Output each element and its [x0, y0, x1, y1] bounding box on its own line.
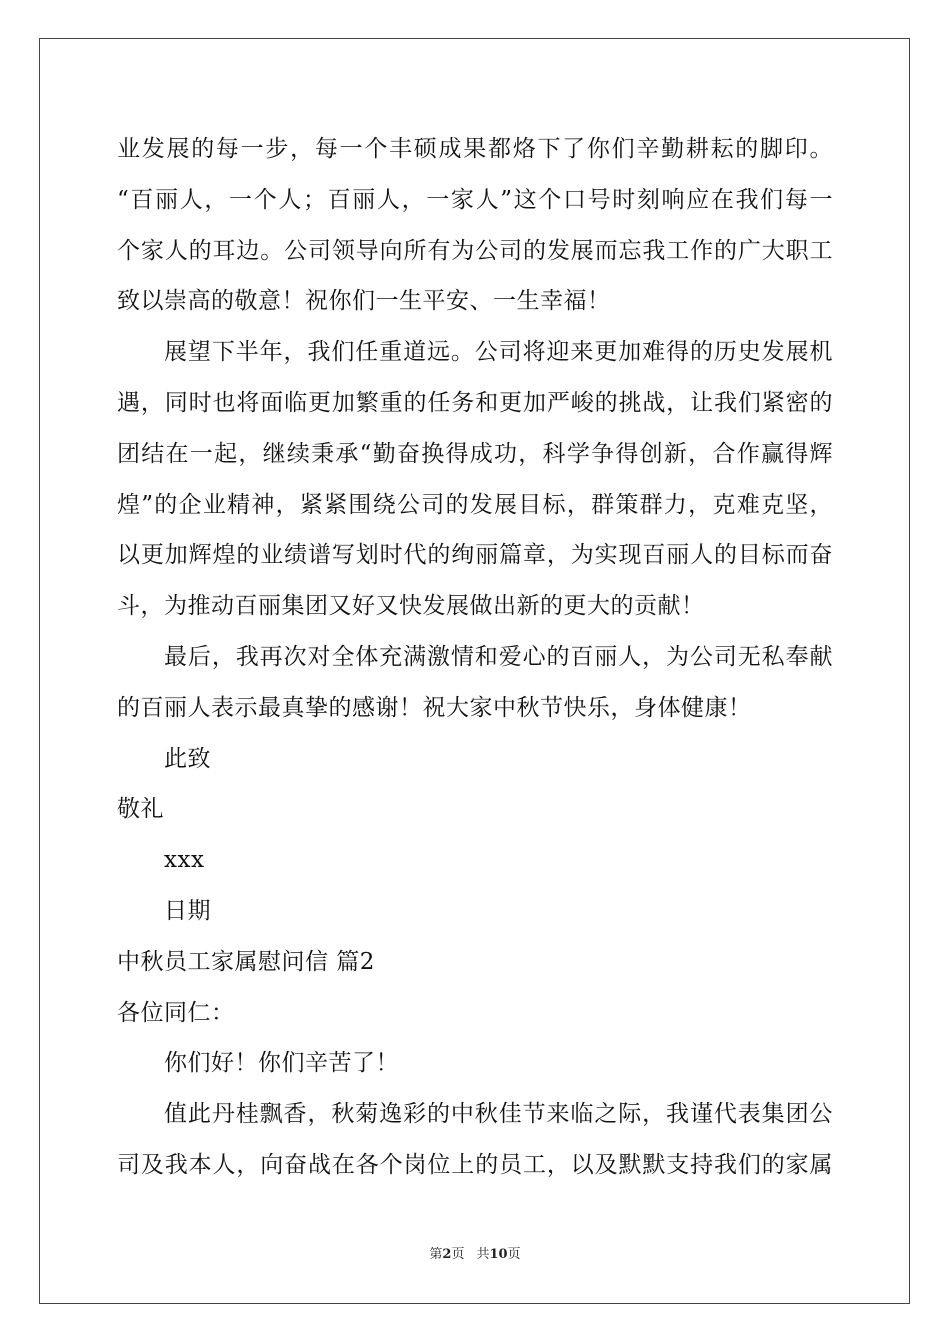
- closing-respect: 敬礼: [117, 796, 164, 823]
- text-line: 最后，我再次对全体充满激情和爱心的百丽人，为公司无私奉献: [164, 643, 833, 670]
- text-line: 值此丹桂飘香，秋菊逸彩的中秋佳节来临之际，我谨代表集团公: [164, 1101, 833, 1128]
- text-line: 个家人的耳边。公司领导向所有为公司的发展而忘我工作的广大职工: [117, 237, 833, 264]
- section-heading: 中秋员工家属慰问信 篇2: [117, 948, 375, 975]
- signature-name: xxx: [164, 847, 205, 874]
- text-line: 团结在一起，继续秉承“勤奋换得成功，科学争得创新，合作赢得辉: [117, 440, 833, 467]
- text-line: 致以崇高的敬意！祝你们一生平安、一生幸福！: [117, 288, 611, 315]
- text-line: 斗，为推动百丽集团又好又快发展做出新的更大的贡献！: [117, 593, 705, 620]
- text-line: “百丽人，一个人；百丽人，一家人”这个口号时刻响应在我们每一: [117, 186, 833, 213]
- text-line: 遇，同时也将面临更加繁重的任务和更加严峻的挑战，让我们紧密的: [117, 389, 833, 416]
- page-prefix: 第: [429, 1247, 443, 1262]
- text-line: 业发展的每一步，每一个丰硕成果都烙下了你们辛勤耕耘的脚印。: [117, 136, 833, 162]
- text-line: 以更加辉煌的业绩谱写划时代的绚丽篇章，为实现百丽人的目标而奋: [117, 542, 833, 569]
- text-line: 的百丽人表示最真挚的感谢！祝大家中秋节快乐，身体健康！: [117, 694, 752, 721]
- document-body: [117, 124, 833, 1191]
- page-footer: [0, 1246, 950, 1264]
- page-suffix: 页: [451, 1247, 465, 1262]
- text-line: 你们好！你们辛苦了！: [164, 1050, 399, 1077]
- signature-date: 日期: [164, 897, 211, 924]
- text-line: 司及我本人，向奋战在各个岗位上的员工，以及默默支持我们的家属: [117, 1151, 833, 1178]
- total-suffix: 页: [507, 1247, 521, 1262]
- text-line: 煌”的企业精神，紧紧围绕公司的发展目标，群策群力，克难克坚，: [117, 491, 833, 518]
- text-line: 展望下半年，我们任重道远。公司将迎来更加难得的历史发展机: [164, 339, 833, 366]
- total-prefix: 共: [476, 1247, 490, 1262]
- greeting: 各位同仁：: [117, 999, 235, 1026]
- page-total: 10: [489, 1247, 508, 1262]
- closing-salutation: 此致: [164, 745, 211, 772]
- page-current: 2: [442, 1247, 452, 1262]
